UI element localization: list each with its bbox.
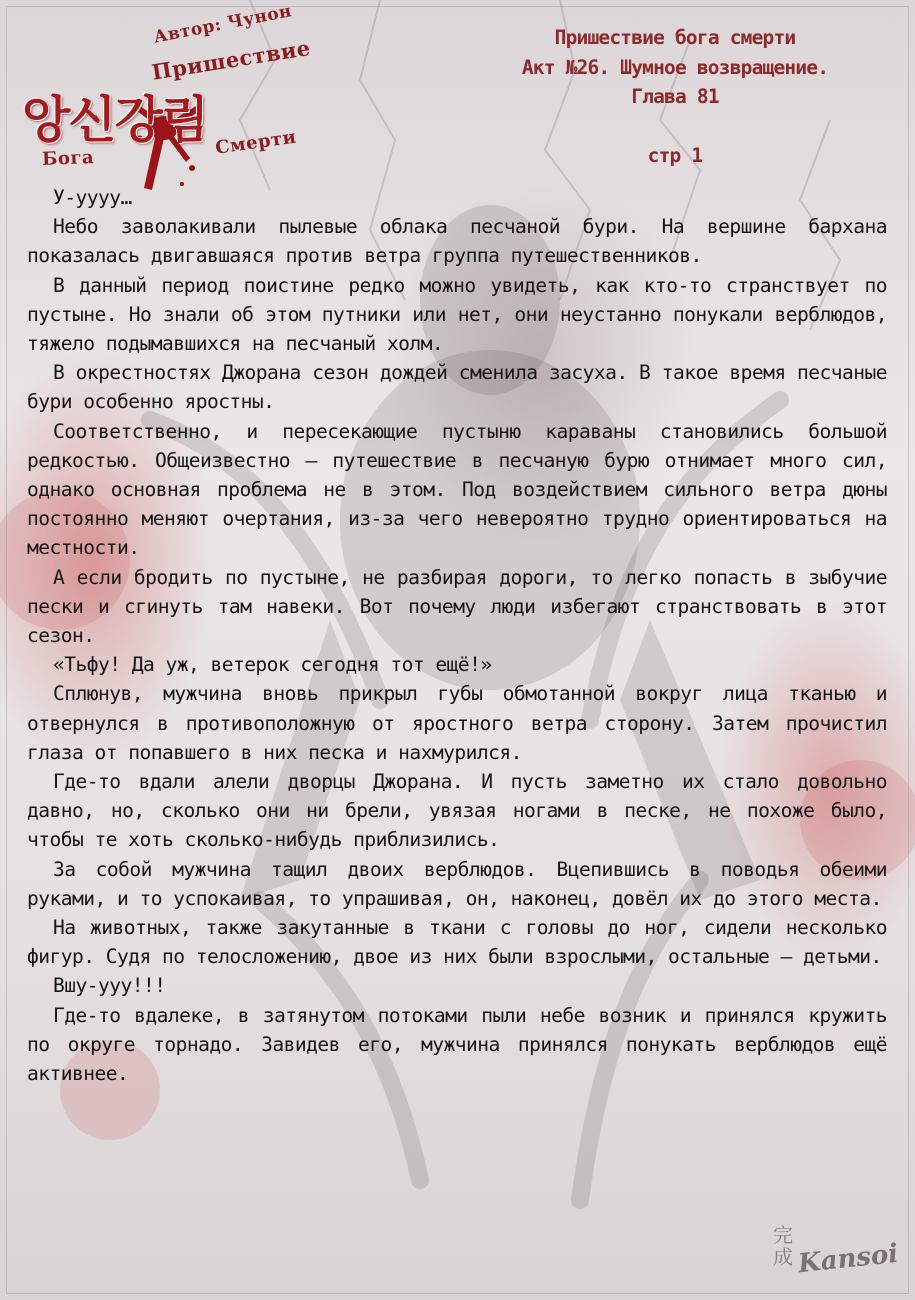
logo-author: Автор: Чунон bbox=[152, 1, 294, 48]
paragraph: Сплюнув, мужчина вновь прикрыл губы обмотанной вокруг лица тканью и отвернулся в противоположную от яростного ветра сторону. Затем прочистил глаза от попавшего в них песка и нахмурился. bbox=[27, 682, 887, 764]
paragraph: В данный период поистине редко можно увидеть, как кто-то странствует по пустыне. Но знали об этом путники или нет, они неустанно понукали верблюдов, тяжело подымавшихся на песчаный холм. bbox=[27, 273, 887, 356]
title-logo bbox=[22, 1, 313, 190]
paragraph: В окрестностях Джорана сезон дождей сменила засуха. В такое время песчаные бури особенно яростны. bbox=[27, 361, 887, 414]
translator-watermark bbox=[770, 1222, 910, 1292]
logo-smerti: Смерти bbox=[214, 126, 298, 159]
paragraph: За собой мужчина тащил двоих верблюдов. Вцепившись в поводья обеими руками, и то успокаивая, то упрашивая, он, наконец, довёл их до этого места. bbox=[27, 857, 887, 910]
paragraph: Где-то вдалеке, в затянутом потоками пыли небе возник и принялся кружить по округе торнадо. Завидев его, мужчина принялся понукать верблюдов ещё активнее. bbox=[27, 1003, 887, 1086]
paragraph: А если бродить по пустыне, не разбирая дороги, то легко попасть в зыбучие пески и сгинуть там навеки. Вот почему люди избегают странствовать в этот сезон. bbox=[27, 565, 887, 648]
logo-boga: Бога bbox=[41, 147, 95, 170]
paragraph: Вшу-ууу!!! bbox=[53, 974, 166, 998]
act-title: Акт №26. Шумное возвращение. bbox=[521, 56, 829, 79]
watermark-kanji: 完成 bbox=[773, 1223, 793, 1269]
logo-korean-title: 앙신강림 bbox=[22, 91, 208, 149]
paragraph: На животных, также закутанные в ткани с головы до ног, сидели несколько фигур. Судя по телосложению, двое из них были взрослыми, остальные – детьми. bbox=[27, 916, 887, 969]
paragraph: «Тьфу! Да уж, ветерок сегодня тот ещё!» bbox=[53, 653, 492, 677]
watermark-name: Kansoi bbox=[796, 1238, 900, 1280]
paragraph: Где-то вдали алели дворцы Джорана. И пусть заметно их стало довольно давно, но, сколько они ни брели, увязая ногами в песке, не похоже было, чтобы те хоть сколько-нибудь приблизились. bbox=[27, 770, 887, 852]
story-text bbox=[27, 183, 887, 1088]
logo-arrival: Пришествие bbox=[150, 34, 313, 85]
chapter-title: Глава 81 bbox=[631, 85, 719, 108]
page-number: стр 1 bbox=[647, 144, 703, 167]
work-title: Пришествие бога смерти bbox=[554, 26, 796, 49]
paragraph: У-уууу… bbox=[53, 186, 132, 209]
paragraph: Небо заволакивали пылевые облака песчаной бури. На вершине бархана показалась двигавшаяся против ветра группа путешественников. bbox=[27, 215, 887, 268]
paragraph: Соответственно, и пересекающие пустыню караваны становились большой редкостью. Общеизвестно – путешествие в песчаную бурю отнимает много сил, однако основная проблема не в этом. Под воздействием сильного ветра дюны постоянно меняют очертания, из-за чего невероятно трудно ориентироваться на местности. bbox=[27, 419, 887, 560]
